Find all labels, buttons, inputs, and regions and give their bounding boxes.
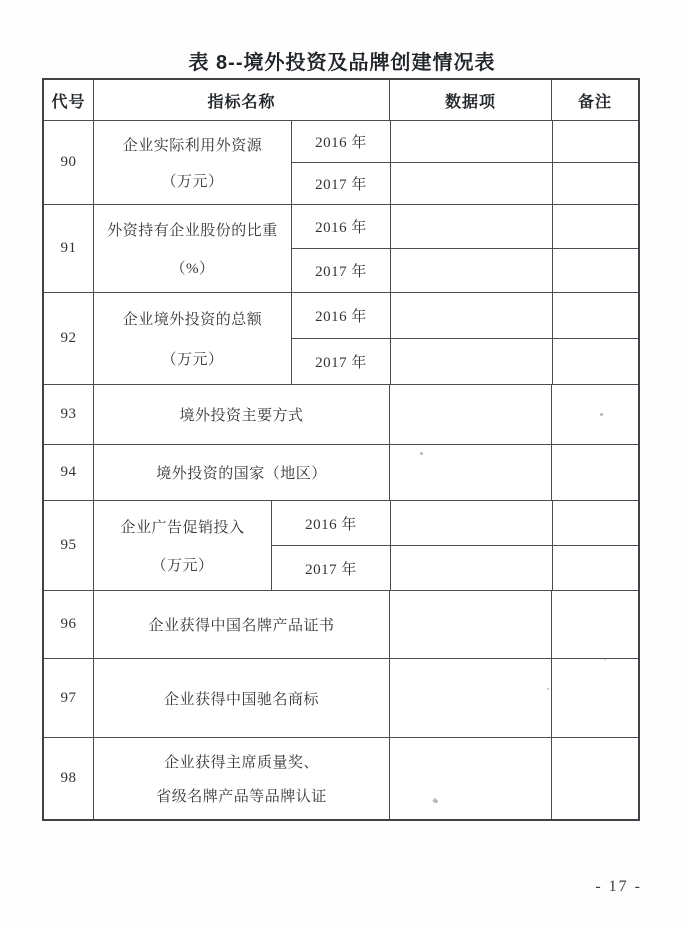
code-cell: 90 (60, 154, 77, 170)
data-item-cell (390, 293, 552, 338)
scan-speckle (420, 452, 423, 455)
table-row-97 (44, 658, 638, 737)
table-row-91 (44, 204, 638, 292)
data-item-cell (390, 501, 552, 545)
remark-cell (552, 501, 638, 545)
data-item-cell (390, 546, 552, 590)
year-subrow-2017 (292, 338, 638, 384)
data-item-cell (390, 249, 552, 292)
indicator-line2: （万元） (161, 351, 224, 368)
indicator-line2: （万元） (161, 173, 224, 190)
table-row-93 (44, 384, 638, 444)
data-item-cell (390, 163, 552, 204)
scan-speckle (600, 413, 603, 416)
indicator-name-cell: 境外投资主要方式 (93, 385, 389, 444)
year-cell: 2017 年 (305, 561, 357, 578)
remark-cell (551, 445, 638, 500)
remark-cell (552, 546, 638, 590)
table-row-92 (44, 292, 638, 384)
indicator-name-cell: 企业获得中国名牌产品证书 (93, 591, 389, 658)
indicator-line1: 企业广告促销投入 (120, 519, 245, 536)
header-cell-data-item: 数据项 (389, 80, 551, 120)
indicator-name-cell (93, 738, 389, 819)
year-subrow-2016 (272, 501, 638, 545)
year-cell: 2016 年 (315, 220, 367, 236)
indicator-name-cell (93, 293, 291, 384)
page-number: - 17 - (595, 878, 642, 895)
year-data-stack (271, 501, 638, 590)
indicator-name-cell: 企业获得中国驰名商标 (93, 659, 389, 737)
indicator-name-cell: 境外投资的国家（地区） (93, 445, 389, 500)
code-cell: 92 (60, 330, 77, 346)
indicator-line2: （%） (170, 260, 215, 277)
code-cell: 98 (60, 770, 77, 786)
indicator-line1: 企业境外投资的总额 (122, 312, 263, 329)
header-cell-indicator-name: 指标名称 (93, 80, 389, 120)
indicator-line1: 外资持有企业股份的比重 (107, 223, 278, 240)
table-row-96 (44, 590, 638, 658)
indicator-line1: 企业实际利用外资源 (122, 138, 263, 155)
table-row-95 (44, 500, 638, 590)
investment-brand-table (42, 78, 640, 821)
remark-cell (552, 249, 638, 292)
year-subrow-2017 (292, 162, 638, 204)
header-cell-remark: 备注 (551, 80, 638, 120)
data-item-cell (389, 445, 551, 500)
table-title: 表 8--境外投资及品牌创建情况表 (188, 52, 496, 74)
code-cell: 95 (60, 537, 77, 553)
remark-cell (552, 163, 638, 204)
remark-cell (551, 591, 638, 658)
data-item-cell (389, 591, 551, 658)
year-cell: 2016 年 (315, 309, 367, 325)
year-subrow-2017 (272, 545, 638, 590)
code-cell: 96 (60, 616, 77, 632)
remark-cell (551, 659, 638, 737)
year-cell: 2017 年 (315, 355, 367, 371)
indicator-name-cell (93, 205, 291, 292)
remark-cell (552, 293, 638, 338)
year-subrow-2016 (292, 293, 638, 338)
data-item-cell (390, 339, 552, 384)
table-header-row (44, 80, 638, 120)
year-data-stack (291, 293, 638, 384)
indicator-line2: （万元） (151, 558, 214, 575)
remark-cell (551, 385, 638, 444)
year-subrow-2016 (292, 205, 638, 248)
year-cell: 2016 年 (315, 135, 367, 151)
indicator-name-cell (93, 121, 291, 204)
code-cell: 94 (60, 464, 77, 480)
table-row-98 (44, 737, 638, 819)
year-subrow-2017 (292, 248, 638, 292)
data-item-cell (389, 385, 551, 444)
indicator-line1: 企业获得主席质量奖、 (163, 754, 319, 771)
indicator-line2: 省级名牌产品等品牌认证 (156, 789, 327, 806)
code-cell: 91 (60, 240, 77, 256)
indicator-name-cell (93, 501, 271, 590)
year-cell: 2016 年 (305, 516, 357, 533)
table-row-90 (44, 120, 638, 204)
data-item-cell (390, 205, 552, 248)
data-item-cell (389, 659, 551, 737)
year-cell: 2017 年 (315, 264, 367, 280)
scan-speckle (604, 658, 606, 660)
remark-cell (551, 738, 638, 819)
data-item-cell (390, 121, 552, 162)
year-data-stack (291, 205, 638, 292)
remark-cell (552, 339, 638, 384)
data-item-cell (389, 738, 551, 819)
year-cell: 2017 年 (315, 177, 367, 193)
code-cell: 93 (60, 406, 77, 422)
table-row-94 (44, 444, 638, 500)
year-subrow-2016 (292, 121, 638, 162)
scan-speckle (547, 688, 549, 690)
code-cell: 97 (60, 689, 77, 706)
remark-cell (552, 121, 638, 162)
remark-cell (552, 205, 638, 248)
header-cell-code: 代号 (51, 93, 86, 111)
year-data-stack (291, 121, 638, 204)
